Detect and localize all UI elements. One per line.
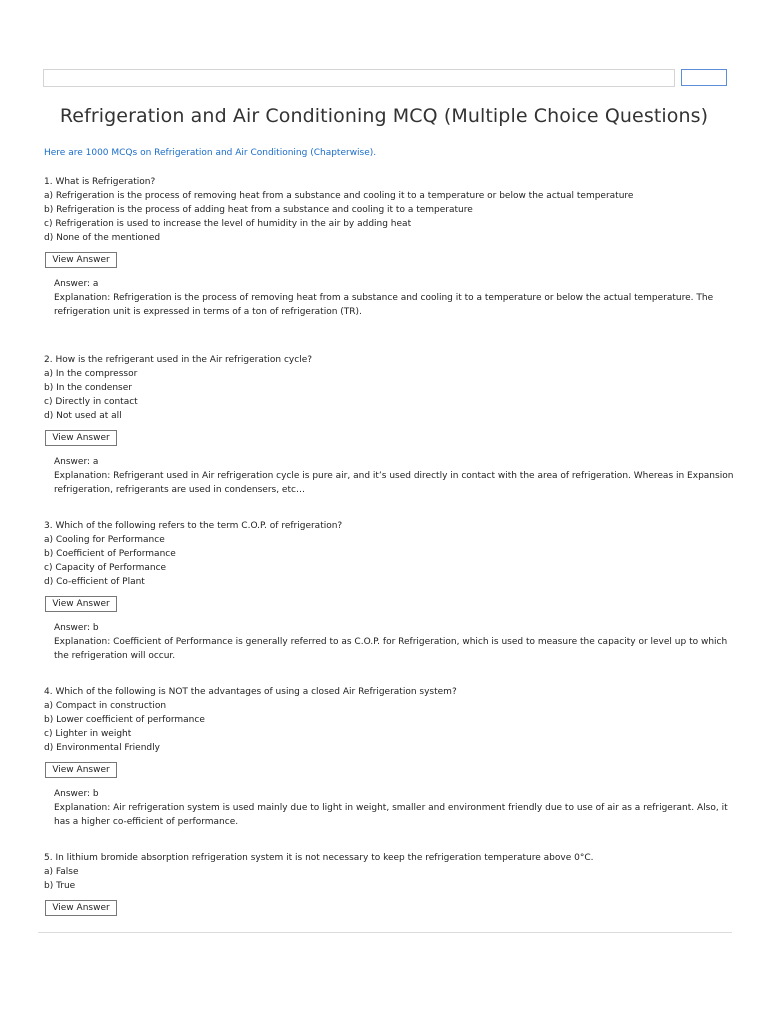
option-a: a) Compact in construction xyxy=(44,701,167,711)
options-list xyxy=(44,865,734,893)
question-block-2 xyxy=(44,353,734,497)
explanation-text: Explanation: Refrigeration is the process of removing heat from a substance and cooling it to a temperature or below the actual temperature. The refrigeration unit is expressed in terms of a ton of refrigeration (TR). xyxy=(54,293,714,317)
question-text: 2. How is the refrigerant used in the Air refrigeration cycle? xyxy=(44,355,313,365)
page-title: Refrigeration and Air Conditioning MCQ (Multiple Choice Questions) xyxy=(59,105,709,127)
answer-block xyxy=(54,787,734,829)
options-list xyxy=(44,367,734,423)
option-b: b) True xyxy=(44,881,76,891)
option-b: b) Lower coefficient of performance xyxy=(44,715,205,725)
question-text: 3. Which of the following refers to the term C.O.P. of refrigeration? xyxy=(44,521,343,531)
view-answer-button[interactable]: View Answer xyxy=(45,596,117,612)
view-answer-button[interactable]: View Answer xyxy=(45,900,117,916)
search-input[interactable] xyxy=(43,69,675,87)
option-b: b) Coefficient of Performance xyxy=(44,549,176,559)
view-answer-button[interactable]: View Answer xyxy=(45,430,117,446)
option-a: a) Refrigeration is the process of removing heat from a substance and cooling it to a temperature or below the actual temperature xyxy=(44,191,634,201)
options-list xyxy=(44,189,734,245)
question-block-3 xyxy=(44,519,734,663)
explanation-text: Explanation: Refrigerant used in Air refrigeration cycle is pure air, and it’s used directly in contact with the area of refrigeration. Whereas in Expansion refrigeration, refrigerants are used in condensers, etc… xyxy=(54,471,734,495)
option-c: c) Capacity of Performance xyxy=(44,563,167,573)
option-c: c) Directly in contact xyxy=(44,397,138,407)
options-list xyxy=(44,533,734,589)
option-a: a) In the compressor xyxy=(44,369,138,379)
option-a: a) False xyxy=(44,867,79,877)
option-d: d) Co-efficient of Plant xyxy=(44,577,145,587)
chapterwise-link[interactable]: Here are 1000 MCQs on Refrigeration and Air Conditioning (Chapterwise). xyxy=(44,148,377,158)
question-text: 5. In lithium bromide absorption refrigeration system it is not necessary to keep the refrigeration temperature above 0°C. xyxy=(44,853,594,863)
view-answer-button[interactable]: View Answer xyxy=(45,252,117,268)
options-list xyxy=(44,699,734,755)
option-b: b) Refrigeration is the process of adding heat from a substance and cooling it to a temperature xyxy=(44,205,473,215)
answer-block xyxy=(54,455,734,497)
answer-block xyxy=(54,277,734,319)
answer-block xyxy=(54,621,734,663)
option-c: c) Refrigeration is used to increase the level of humidity in the air by adding heat xyxy=(44,219,412,229)
question-block-1 xyxy=(44,175,734,319)
question-block-4 xyxy=(44,685,734,829)
option-d: d) Environmental Friendly xyxy=(44,743,160,753)
option-a: a) Cooling for Performance xyxy=(44,535,165,545)
option-b: b) In the condenser xyxy=(44,383,132,393)
question-text: 1. What is Refrigeration? xyxy=(44,177,156,187)
option-d: d) None of the mentioned xyxy=(44,233,161,243)
answer-text: Answer: b xyxy=(54,623,99,633)
explanation-text: Explanation: Air refrigeration system is used mainly due to light in weight, smaller and environment friendly due to use of air as a refrigerant. Also, it has a higher co-efficient of performance. xyxy=(54,803,728,827)
answer-text: Answer: b xyxy=(54,789,99,799)
question-text: 4. Which of the following is NOT the advantages of using a closed Air Refrigeration system? xyxy=(44,687,457,697)
explanation-text: Explanation: Coefficient of Performance is generally referred to as C.O.P. for Refrigeration, which is used to measure the capacity or level up to which the refrigeration will occur. xyxy=(54,637,728,661)
view-answer-button[interactable]: View Answer xyxy=(45,762,117,778)
search-button[interactable] xyxy=(681,69,727,86)
divider xyxy=(38,932,732,933)
option-c: c) Lighter in weight xyxy=(44,729,132,739)
answer-text: Answer: a xyxy=(54,457,99,467)
option-d: d) Not used at all xyxy=(44,411,122,421)
answer-text: Answer: a xyxy=(54,279,99,289)
question-block-5 xyxy=(44,851,734,916)
